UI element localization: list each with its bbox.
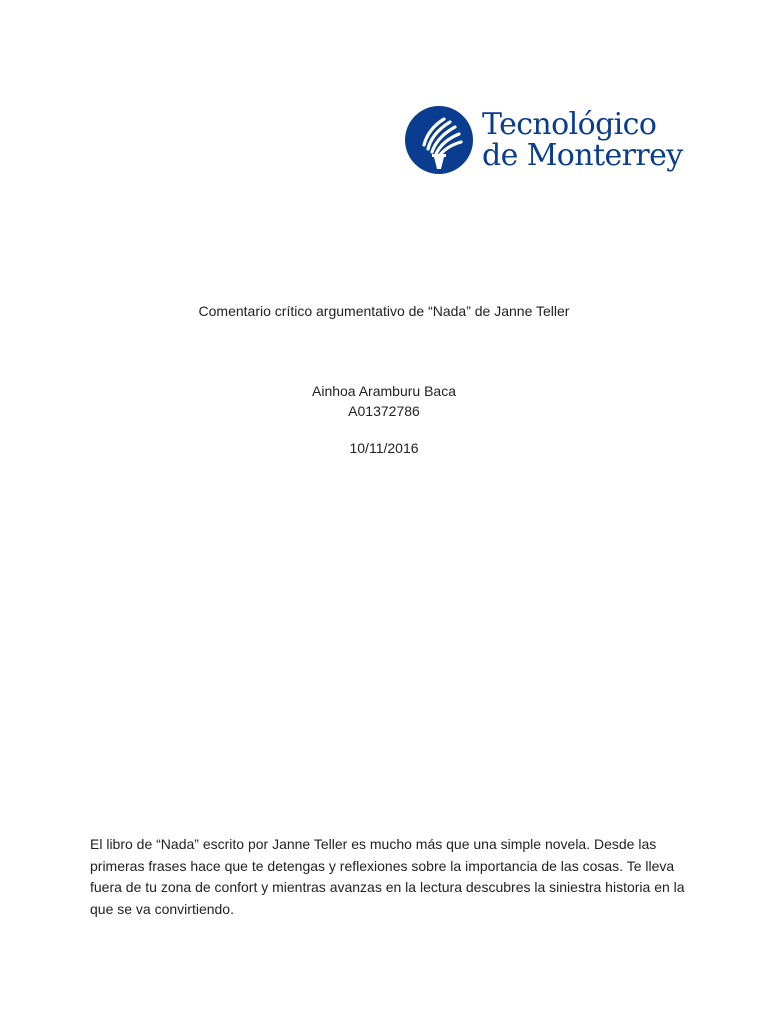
document-title: Comentario crítico argumentativo de “Nada” de Janne Teller [198,303,570,319]
document-date: 10/11/2016 [349,440,419,456]
author-block [0,381,768,421]
student-id: A01372786 [348,403,420,419]
logo-line-2: de Monterrey [482,138,683,173]
author-name: Ainhoa Aramburu Baca [312,383,456,399]
body-paragraph: El libro de “Nada” escrito por Janne Teller es mucho más que una simple novela. Desde las primeras frases hace que te detengas y reflexiones sobre la importancia de las cosas. Te lleva fuera de tu zona de confort y mientras avanzas en la lectura descubres la siniestra historia en la que se va convirtiendo. [90,836,685,917]
logo-wordmark [482,106,683,173]
institution-logo [404,100,684,180]
logo-line-1: Tecnológico [482,106,657,142]
torch-emblem-icon [404,105,474,175]
